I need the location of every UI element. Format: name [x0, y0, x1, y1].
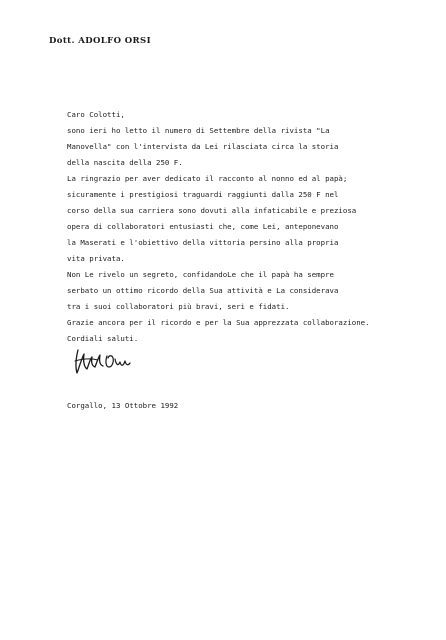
- body-line-8: la Maserati e l'obiettivo della vittoria persino alla propria: [67, 238, 339, 247]
- body-line-10: Non Le rivelo un segreto, confidandoLe che il papà ha sempre: [67, 270, 334, 279]
- body-line-14: Cordiali saluti.: [67, 334, 139, 343]
- body-line-7: opera di collaboratori entusiasti che, come Lei, anteponevano: [67, 222, 339, 231]
- body-line-13: Grazie ancora per il ricordo e per la Sua apprezzata collaborazione.: [67, 318, 370, 327]
- body-line-12: tra i suoi collaboratori più bravi, seri e fidati.: [67, 302, 290, 311]
- body-line-3: della nascita della 250 F.: [67, 158, 183, 167]
- salutation: Caro Colotti,: [67, 110, 125, 119]
- body-line-11: serbato un ottimo ricordo della Sua attività e La considerava: [67, 286, 339, 295]
- body-line-9: vita privata.: [67, 254, 125, 263]
- body-line-5: sicuramente i prestigiosi traguardi raggiunti dalla 250 F nel: [67, 190, 339, 199]
- body-line-1: sono ieri ho letto il numero di Settembre della rivista "La: [67, 126, 330, 135]
- body-line-4: La ringrazio per aver dedicato il racconto al nonno ed al papà;: [67, 174, 348, 183]
- letterhead: Dott. ADOLFO ORSI: [49, 36, 151, 46]
- body-line-6: corso della sua carriera sono dovuti alla infaticabile e preziosa: [67, 206, 357, 215]
- place-and-date: Corgallo, 13 Ottobre 1992: [67, 401, 179, 410]
- body-line-2: Manovella" con l'intervista da Lei rilasciata circa la storia: [67, 142, 339, 151]
- handwritten-signature: [72, 346, 132, 376]
